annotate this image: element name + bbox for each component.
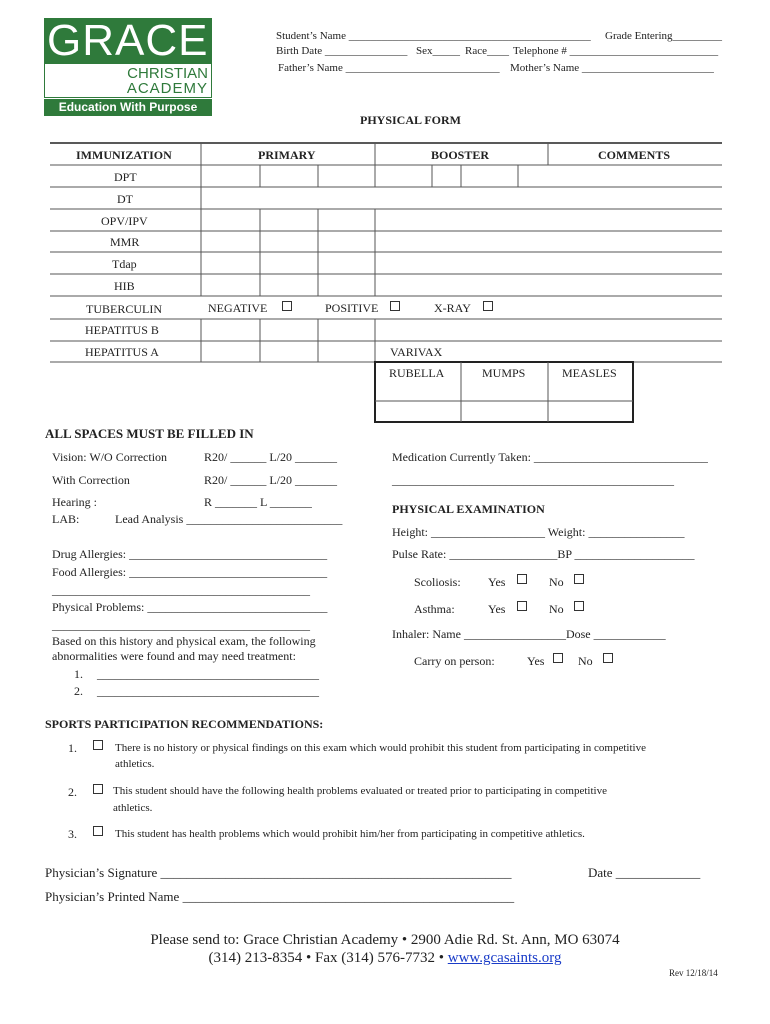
sports-num-3: 3. [68, 827, 77, 841]
logo-word: GRACE [44, 18, 212, 64]
header-booster: BOOSTER [431, 148, 490, 162]
signature-date-field[interactable]: Date _____________ [588, 865, 701, 880]
sports-item-1-line2: athletics. [115, 758, 155, 770]
footer-phone-fax: (314) 213-8354 • Fax (314) 576-7732 • [208, 950, 448, 966]
tb-xray-label: X-RAY [434, 301, 471, 315]
hearing-label: Hearing : [52, 495, 97, 509]
food-allergies-field[interactable]: Food Allergies: _________________________________ [52, 565, 328, 579]
birth-date-field[interactable]: Birth Date _______________ [276, 45, 408, 57]
tb-positive-checkbox[interactable] [390, 301, 400, 311]
physician-printed-name-field[interactable]: Physician’s Printed Name ___________________________________________________ [45, 889, 515, 904]
carry-yes-label: Yes [527, 654, 545, 668]
asthma-label: Asthma: [414, 602, 455, 616]
footer-contact [0, 950, 770, 967]
sports-item-2-line1: This student should have the following health problems evaluated or treated prior to participating in competitive [113, 785, 607, 797]
scoliosis-no-label: No [549, 575, 564, 589]
row-label: HEPATITUS A [85, 345, 159, 359]
footer-address: Please send to: Grace Christian Academy • 2900 Adie Rd. St. Ann, MO 63074 [150, 932, 620, 948]
abnormality-field-2[interactable]: _____________________________________ [97, 684, 319, 698]
vision-wo-field[interactable]: R20/ ______ L/20 _______ [204, 450, 338, 464]
sports-checkbox-2[interactable] [93, 784, 103, 794]
row-label: DPT [114, 170, 137, 184]
logo-christian: CHRISTIAN [127, 65, 208, 82]
physical-problems-line2[interactable]: ___________________________________________ [52, 618, 310, 632]
sports-num-2: 2. [68, 785, 77, 799]
food-allergies-line2[interactable]: ___________________________________________ [52, 583, 310, 597]
logo-tagline: Education With Purpose [44, 99, 212, 116]
sports-checkbox-3[interactable] [93, 826, 103, 836]
tb-negative-checkbox[interactable] [282, 301, 292, 311]
with-correction-field[interactable]: R20/ ______ L/20 _______ [204, 473, 338, 487]
tb-xray-checkbox[interactable] [483, 301, 493, 311]
race-field[interactable]: Race____ [465, 45, 509, 57]
grade-field[interactable]: Grade Entering_________ [605, 30, 722, 42]
physical-problems-field[interactable]: Physical Problems: ______________________________ [52, 600, 328, 614]
telephone-field[interactable]: Telephone # ___________________________ [513, 45, 719, 57]
header-immunization: IMMUNIZATION [76, 148, 172, 162]
mumps-label: MUMPS [482, 366, 526, 380]
pulse-bp-field[interactable]: Pulse Rate: __________________BP ____________________ [392, 547, 695, 561]
abnormality-num-2: 2. [74, 684, 83, 698]
medication-line2[interactable]: _______________________________________________ [392, 473, 674, 487]
lab-label: LAB: [52, 512, 80, 526]
sports-item-1-line1: There is no history or physical findings on this exam which would prohibit this student from participating in competitive [115, 742, 646, 754]
all-spaces-notice: ALL SPACES MUST BE FILLED IN [45, 426, 254, 441]
asthma-yes-checkbox[interactable] [517, 601, 527, 611]
with-correction-label: With Correction [52, 473, 130, 487]
website-link[interactable]: www.gcasaints.org [447, 950, 562, 966]
scoliosis-yes-label: Yes [488, 575, 506, 589]
vision-wo-label: Vision: W/O Correction [52, 450, 168, 464]
abnormalities-text-2: abnormalities were found and may need treatment: [52, 649, 296, 663]
row-label: HEPATITUS B [85, 323, 159, 337]
medication-field[interactable]: Medication Currently Taken: _____________________________ [392, 450, 708, 464]
row-label: Tdap [112, 257, 137, 271]
abnormalities-text-1: Based on this history and physical exam, the following [52, 634, 316, 648]
row-label: TUBERCULIN [86, 302, 162, 316]
row-label: OPV/IPV [101, 214, 148, 228]
sports-item-2-line2: athletics. [113, 802, 153, 814]
tb-negative-label: NEGATIVE [208, 301, 268, 315]
scoliosis-label: Scoliosis: [414, 575, 461, 589]
asthma-no-checkbox[interactable] [574, 601, 584, 611]
header-primary: PRIMARY [258, 148, 316, 162]
carry-no-checkbox[interactable] [603, 653, 613, 663]
lead-analysis-field[interactable]: Lead Analysis __________________________ [115, 512, 343, 526]
physical-exam-title: PHYSICAL EXAMINATION [392, 502, 545, 516]
mother-field[interactable]: Mother’s Name ________________________ [510, 62, 714, 74]
scoliosis-no-checkbox[interactable] [574, 574, 584, 584]
sports-title: SPORTS PARTICIPATION RECOMMENDATIONS: [45, 717, 324, 731]
hearing-field[interactable]: R _______ L _______ [204, 495, 312, 509]
carry-no-label: No [578, 654, 593, 668]
abnormality-num-1: 1. [74, 667, 83, 681]
asthma-yes-label: Yes [488, 602, 506, 616]
asthma-no-label: No [549, 602, 564, 616]
carry-yes-checkbox[interactable] [553, 653, 563, 663]
drug-allergies-field[interactable]: Drug Allergies: _________________________________ [52, 547, 328, 561]
row-label: MMR [110, 235, 140, 249]
sex-field[interactable]: Sex_____ [416, 45, 460, 57]
revision-date: Rev 12/18/14 [669, 968, 718, 978]
carry-on-person-label: Carry on person: [414, 654, 495, 668]
student-name-field[interactable]: Student’s Name ____________________________________________ [276, 30, 591, 42]
physician-signature-field[interactable]: Physician’s Signature ______________________________________________________ [45, 865, 512, 880]
sports-num-1: 1. [68, 741, 77, 755]
sports-item-3-line1: This student has health problems which would prohibit him/her from participating in competitive athletics. [115, 828, 585, 840]
tb-positive-label: POSITIVE [325, 301, 379, 315]
rubella-label: RUBELLA [389, 366, 445, 380]
row-label: HIB [114, 279, 135, 293]
row-label: DT [117, 192, 133, 206]
varivax-label: VARIVAX [390, 345, 443, 359]
abnormality-field-1[interactable]: _____________________________________ [97, 667, 319, 681]
measles-label: MEASLES [562, 366, 617, 380]
father-field[interactable]: Father’s Name ____________________________ [278, 62, 500, 74]
header-comments: COMMENTS [598, 148, 670, 162]
sports-checkbox-1[interactable] [93, 740, 103, 750]
height-weight-field[interactable]: Height: ___________________ Weight: ________________ [392, 525, 685, 539]
inhaler-field[interactable]: Inhaler: Name _________________Dose ____________ [392, 627, 666, 641]
scoliosis-yes-checkbox[interactable] [517, 574, 527, 584]
logo-academy: ACADEMY [126, 80, 208, 97]
form-title: PHYSICAL FORM [360, 113, 462, 127]
